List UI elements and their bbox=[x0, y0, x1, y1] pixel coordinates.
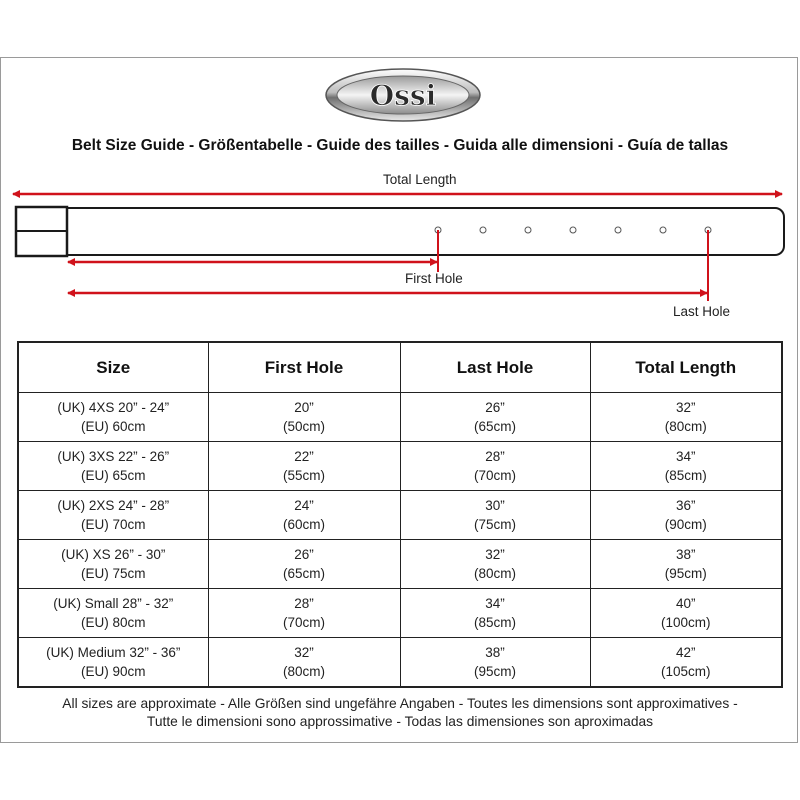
first-hole-inches: 28” bbox=[294, 596, 314, 611]
belt-diagram bbox=[0, 0, 800, 340]
size-cell bbox=[18, 491, 208, 540]
first-hole-inches: 22” bbox=[294, 449, 314, 464]
size-uk: (UK) Medium 32” - 36” bbox=[46, 645, 181, 660]
last-hole-cm: (65cm) bbox=[473, 419, 516, 434]
size-cell bbox=[18, 393, 208, 442]
last-hole-cm: (85cm) bbox=[473, 615, 516, 630]
total-length-inches: 40” bbox=[675, 596, 696, 611]
size-uk: (UK) 2XS 24” - 28” bbox=[57, 498, 170, 513]
first-hole-label: First Hole bbox=[405, 271, 463, 286]
disclaimer-line-2: Tutte le dimensioni sono approssimative - Todas las dimensiones son aproximadas bbox=[146, 714, 654, 729]
last-hole-inches: 28” bbox=[485, 449, 505, 464]
size-cell bbox=[18, 540, 208, 589]
belt-hole bbox=[660, 227, 666, 233]
table-header-row bbox=[18, 342, 782, 393]
total-length-inches: 36” bbox=[675, 498, 696, 513]
size-uk: (UK) 3XS 22” - 26” bbox=[57, 449, 170, 464]
first-hole-cell bbox=[208, 638, 400, 688]
total-length-label: Total Length bbox=[383, 172, 457, 187]
total-length-cell bbox=[590, 589, 782, 638]
size-cell bbox=[18, 638, 208, 688]
table-row bbox=[18, 393, 782, 442]
belt-hole bbox=[615, 227, 621, 233]
size-cell bbox=[18, 589, 208, 638]
size-uk: (UK) XS 26” - 30” bbox=[61, 547, 166, 562]
last-hole-cm: (80cm) bbox=[473, 566, 516, 581]
last-hole-cell bbox=[400, 638, 590, 688]
size-eu: (EU) 75cm bbox=[80, 566, 146, 581]
last-hole-cell bbox=[400, 589, 590, 638]
header-total-length: Total Length bbox=[590, 342, 782, 393]
total-length-inches: 32” bbox=[675, 400, 696, 415]
table-row bbox=[18, 442, 782, 491]
total-length-inches: 38” bbox=[675, 547, 696, 562]
total-length-cell bbox=[590, 442, 782, 491]
last-hole-inches: 38” bbox=[485, 645, 505, 660]
first-hole-inches: 24” bbox=[294, 498, 314, 513]
first-hole-cm: (55cm) bbox=[282, 468, 325, 483]
last-hole-cell bbox=[400, 442, 590, 491]
first-hole-cm: (60cm) bbox=[282, 517, 325, 532]
page-title: Belt Size Guide - Größentabelle - Guide des tailles - Guida alle dimensioni - Guía de tallas bbox=[71, 137, 729, 154]
first-hole-inches: 32” bbox=[294, 645, 314, 660]
table-row bbox=[18, 638, 782, 688]
total-length-inches: 42” bbox=[675, 645, 696, 660]
disclaimer-line-1: All sizes are approximate - Alle Größen sind ungefähre Angaben - Toutes les dimensions sont approximatives - bbox=[62, 696, 738, 711]
total-length-cell bbox=[590, 638, 782, 688]
first-hole-cell bbox=[208, 393, 400, 442]
header-first-hole: First Hole bbox=[208, 342, 400, 393]
total-length-cm: (90cm) bbox=[664, 517, 707, 532]
belt-hole bbox=[525, 227, 531, 233]
disclaimer bbox=[0, 695, 800, 731]
belt-hole bbox=[570, 227, 576, 233]
total-length-cm: (100cm) bbox=[660, 615, 711, 630]
last-hole-inches: 32” bbox=[485, 547, 505, 562]
size-eu: (EU) 60cm bbox=[80, 419, 146, 434]
belt-strap bbox=[16, 208, 784, 255]
last-hole-cell bbox=[400, 540, 590, 589]
last-hole-cell bbox=[400, 393, 590, 442]
total-length-cm: (95cm) bbox=[664, 566, 707, 581]
first-hole-cm: (80cm) bbox=[282, 664, 325, 679]
size-uk: (UK) Small 28” - 32” bbox=[53, 596, 174, 611]
size-eu: (EU) 70cm bbox=[80, 517, 146, 532]
total-length-inches: 34” bbox=[675, 449, 696, 464]
header-size: Size bbox=[18, 342, 208, 393]
logo-wordmark: Ossi bbox=[369, 79, 437, 112]
size-cell bbox=[18, 442, 208, 491]
total-length-cm: (105cm) bbox=[660, 664, 711, 679]
total-length-cell bbox=[590, 393, 782, 442]
header-last-hole: Last Hole bbox=[400, 342, 590, 393]
first-hole-inches: 20” bbox=[294, 400, 314, 415]
first-hole-cell bbox=[208, 589, 400, 638]
size-uk: (UK) 4XS 20” - 24” bbox=[57, 400, 170, 415]
total-length-cm: (80cm) bbox=[664, 419, 707, 434]
belt-hole bbox=[480, 227, 486, 233]
last-hole-cell bbox=[400, 491, 590, 540]
total-length-cm: (85cm) bbox=[664, 468, 707, 483]
first-hole-cell bbox=[208, 491, 400, 540]
last-hole-label: Last Hole bbox=[673, 304, 731, 319]
size-eu: (EU) 90cm bbox=[80, 664, 146, 679]
last-hole-cm: (75cm) bbox=[473, 517, 516, 532]
first-hole-inches: 26” bbox=[294, 547, 314, 562]
table-row bbox=[18, 540, 782, 589]
last-hole-cm: (95cm) bbox=[473, 664, 516, 679]
last-hole-inches: 26” bbox=[485, 400, 505, 415]
first-hole-cm: (50cm) bbox=[282, 419, 325, 434]
total-length-cell bbox=[590, 540, 782, 589]
size-eu: (EU) 80cm bbox=[80, 615, 146, 630]
first-hole-cm: (70cm) bbox=[282, 615, 325, 630]
table-row bbox=[18, 589, 782, 638]
last-hole-inches: 34” bbox=[485, 596, 505, 611]
first-hole-cell bbox=[208, 540, 400, 589]
total-length-cell bbox=[590, 491, 782, 540]
first-hole-cm: (65cm) bbox=[282, 566, 325, 581]
size-eu: (EU) 65cm bbox=[80, 468, 146, 483]
table-row bbox=[18, 491, 782, 540]
size-table bbox=[17, 341, 783, 688]
first-hole-cell bbox=[208, 442, 400, 491]
last-hole-inches: 30” bbox=[485, 498, 505, 513]
last-hole-cm: (70cm) bbox=[473, 468, 516, 483]
